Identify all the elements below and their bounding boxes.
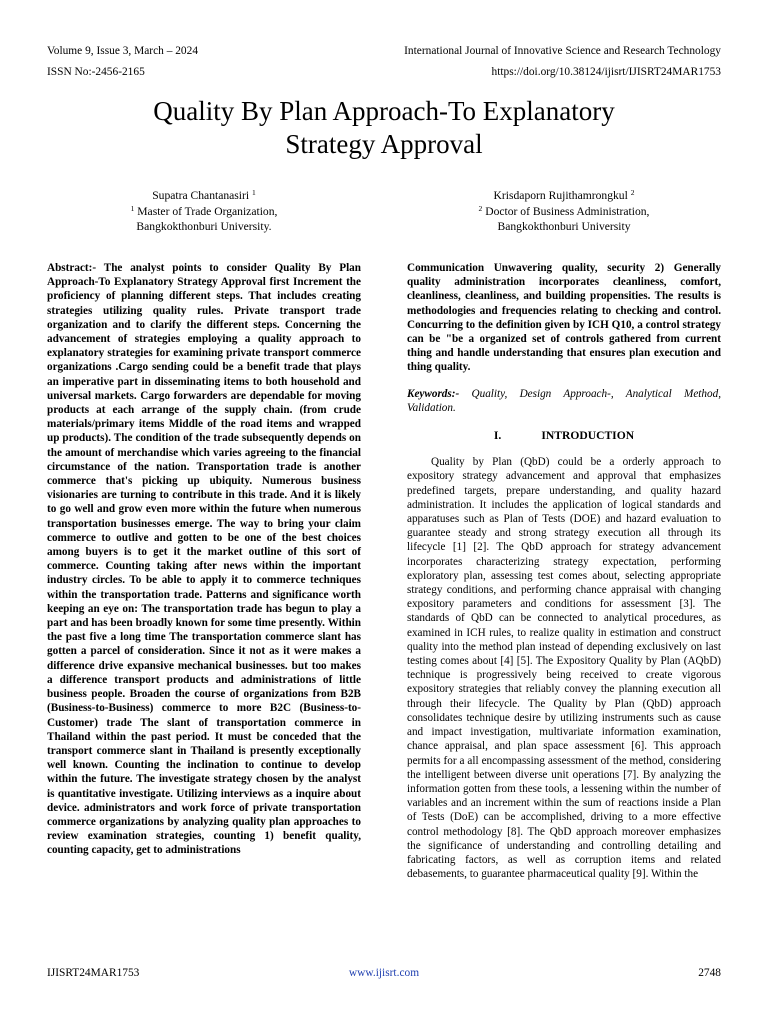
section-heading	[407, 429, 721, 443]
footer-code: IJISRT24MAR1753	[47, 967, 140, 979]
author-name-1: Supatra Chantanasiri	[152, 189, 250, 202]
author-name-2: Krisdaporn Rujithamrongkul	[493, 189, 628, 202]
affiliation-1: Master of Trade Organization,	[137, 204, 278, 218]
intro-paragraph: Quality by Plan (QbD) could be a orderly approach to expository strategy advancement and approval that emphasizes predefined targets, prepare understanding, and quality hazard administration. It includes the application of logical standards and apparatuses such as Plan of Tests (DOE) and hazard evaluation to guarantee steady and strong strategy execution all through its lifecycle [1] [2]. The QbD approach for strategy advancement incorporates characterizing strategy expectation, performing exploratory plan, assessing test comes about, selecting appropriate strategy conditions, and performing chance appraisal with changing expository parameters and conditions for assessment [3]. The standards of QbD can be connected to analytical procedures, as examined in ICH rules, to realize quality in estimation and construct quality into the method plan instead of depending exclusively on last testing comes about [4] [5]. The Expository Quality by Plan (AQbD) technique is progressively being received to create vigorous expository strategies that reliably convey the planning execution all through their lifecycle. The Quality by Plan (QbD) approach consolidates technique desire by utilizing instruments such as cause and impact investigation, multivariate information examination, chance appraisal, and plan space assessment [6]. This approach permits for a all encompassing assessment of the method, considering the intelligent between diverse unit operations [7]. By analyzing the information gotten from these tools, a lessening within the number of variables and an increment within the sum of reactions inside a Plan of Tests (DoE) can be accomplished, driving to a more effective control methodology [8]. The QbD approach moreover emphasizes the significance of understanding and controlling detailing and fabricating factors, as well as corruption items and related debasements, to guarantee pharmaceutical quality [9]. Within the	[407, 456, 721, 881]
doi-link[interactable]: https://doi.org/10.38124/ijisrt/IJISRT24MAR1753	[491, 66, 721, 78]
right-column	[407, 261, 721, 881]
author-block-1	[54, 188, 354, 235]
issn: ISSN No:-2456-2165	[47, 66, 145, 78]
journal-name: International Journal of Innovative Science and Research Technology	[404, 45, 721, 57]
affil-sup-1: 1	[130, 203, 135, 213]
title-line-1: Quality By Plan Approach-To Explanatory	[153, 96, 615, 126]
keywords-paragraph	[407, 387, 721, 415]
author-block-2	[414, 188, 714, 235]
university-2: Bangkokthonburi University	[497, 220, 631, 233]
section-number: I.	[493, 429, 502, 443]
keywords-label: Keywords:-	[407, 387, 460, 400]
author-sup-1: 1	[252, 188, 256, 197]
abstract-label: Abstract:-	[47, 262, 97, 274]
page-number: 2748	[698, 967, 721, 979]
abstract-text-right: Communication Unwavering quality, security 2) Generally quality administration incorporates cleanliness, comfort, cleanliness, cleanliness, and building propensities. The results is methodologies and frequencies relating to checking and control. Concurring to the definition given by ICH Q10, a control strategy can be "be a organized set of controls gathered from current thing and handle understanding that ensures plan execution and thing quality.	[407, 262, 721, 374]
affil-sup-2: 2	[478, 203, 483, 213]
volume-info: Volume 9, Issue 3, March – 2024	[47, 45, 199, 57]
affiliation-2: Doctor of Business Administration,	[485, 204, 650, 218]
keywords-text: Quality, Design Approach-, Analytical Method, Validation.	[407, 387, 721, 414]
university-1: Bangkokthonburi University.	[136, 220, 272, 233]
abstract-text-left: The analyst points to consider Quality By Plan Approach-To Explanatory Strategy Approval first Increment the proficiency of planning different steps. That includes creating strategies utilizing quality rules. Private transport trade organization and to clarify the different steps. Concerning the advancement of strategies employing a quality approach to explanatory strategies for examining private transport commerce organizations .Cargo sending could be a benefit trade that plays an imperative part in disseminating items to both household and universal markets. Cargo forwarders are dependable for moving products at each arrange of the supply chain. (from crude materials/primary items Middle of the road items and wrapped up products). The condition of the trade subsequently depends on the amount of merchandise which varies agreeing to the financial circumstance of the nation. Transportation trade is another commerce that's picking up ubiquity. Numerous business visionaries are turning to contribute in this trade. And it is likely to go well and grow even more within the future when numerous transportation businesses emerge. The way to bring your claim commerce to outlive and gotten to be one of the best choices among buyers is to get it the market outline of this sort of commerce. Counting taking after news within the important industry circles. To be able to apply it to commerce techniques within the transportation trade. Patterns and significance worth keeping an eye on: The transportation trade has begun to play a part and has been broadly known for some time presently. Within the past five a long time The transportation commerce slant has gotten a parcel of consideration. Since it not as it were makes a difference drive expansive mechanical businesses. but too makes a difference transport products and administrations of little business people. Broaden the course of organizations from B2B (Business-to-Business) commerce to more B2C (Business-to-Customer) trade The slant of transportation commerce in Thailand within the past period. It must be conceded that the transport commerce slant in Thailand is presently exceptionally well known. Counting the inclination to continue to develop within the future. The investigate strategy chosen by the analyst is quantitative investigate. Utilizing interviews as a inquire about device. administrators and work force of private transportation commerce organizations by analyzing quality plan approaches to review examination strategies, counting 1) benefit quality, counting capacity, get to administrations	[47, 262, 361, 857]
title-line-2: Strategy Approval	[285, 129, 483, 159]
footer-website-link[interactable]: www.ijisrt.com	[348, 967, 420, 979]
paper-title	[0, 95, 768, 161]
author-sup-2: 2	[630, 188, 635, 197]
abstract-paragraph	[47, 261, 361, 858]
left-column	[47, 261, 361, 858]
section-title: INTRODUCTION	[541, 429, 635, 443]
